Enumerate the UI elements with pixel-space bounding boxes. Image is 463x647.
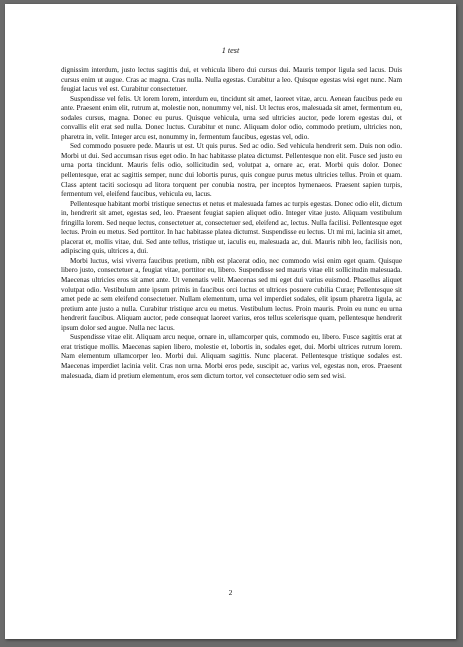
page-number: 2 [228,588,233,597]
document-page [5,4,456,639]
body-text [61,66,402,381]
paragraph: Sed commodo posuere pede. Mauris ut est. Ut quis purus. Sed ac odio. Sed vehicula hendrerit sem. Duis non odio. Morbi ut dui. Sed accumsan risus eget odio. In hac habitasse platea dictumst. Pellentesque non elit. Fusce sed justo eu urna porta tincidunt. Mauris felis odio, sollicitudin sed, volutpat a, ornare ac, erat. Morbi quis dolor. Donec pellentesque, erat ac sagittis semper, nunc dui lobortis purus, quis congue purus metus ultricies tellus. Proin et quam. Class aptent taciti sociosqu ad litora torquent per conubia nostra, per inceptos hymenaeos. Praesent sapien turpis, fermentum vel, eleifend faucibus, vehicula eu, lacus. [61,142,402,199]
paragraph: Pellentesque habitant morbi tristique senectus et netus et malesuada fames ac turpis egestas. Donec odio elit, dictum in, hendrerit sit amet, egestas sed, leo. Praesent feugiat sapien aliquet odio. Integer vitae justo. Aliquam vestibulum fringilla lorem. Sed neque lectus, consectetuer at, consectetuer sed, eleifend ac, lectus. Nulla facilisi. Pellentesque eget lectus. Proin eu metus. Sed porttitor. In hac habitasse platea dictumst. Suspendisse eu lectus. Ut mi mi, lacinia sit amet, placerat et, mollis vitae, dui. Sed ante tellus, tristique ut, iaculis eu, malesuada ac, dui. Mauris nibh leo, facilisis non, adipiscing quis, ultrices a, dui. [61,199,402,256]
paragraph: Morbi luctus, wisi viverra faucibus pretium, nibh est placerat odio, nec commodo wisi enim eget quam. Quisque libero justo, consectetuer a, feugiat vitae, porttitor eu, libero. Suspendisse sed mauris vitae elit sollicitudin malesuada. Maecenas ultricies eros sit amet ante. Ut venenatis velit. Maecenas sed mi eget dui varius euismod. Phasellus aliquet volutpat odio. Vestibulum ante ipsum primis in faucibus orci luctus et ultrices posuere cubilia Curae; Pellentesque sit amet pede ac sem eleifend consectetuer. Nullam elementum, urna vel imperdiet sodales, elit ipsum pharetra ligula, ac pretium ante justo a nulla. Curabitur tristique arcu eu metus. Vestibulum lectus. Proin mauris. Proin eu nunc eu urna hendrerit faucibus. Aliquam auctor, pede consequat laoreet varius, eros tellus scelerisque quam, pellentesque hendrerit ipsum dolor sed augue. Nulla nec lacus. [61,256,402,332]
running-header: 1 test [221,46,240,55]
paragraph: dignissim interdum, justo lectus sagittis dui, et vehicula libero dui cursus dui. Mauris tempor ligula sed lacus. Duis cursus enim ut augue. Cras ac magna. Cras nulla. Nulla egestas. Curabitur a leo. Quisque egestas wisi eget nunc. Nam feugiat lacus vel est. Curabitur consectetuer. [61,66,402,94]
paragraph: Suspendisse vel felis. Ut lorem lorem, interdum eu, tincidunt sit amet, laoreet vitae, arcu. Aenean faucibus pede eu ante. Praesent enim elit, rutrum at, molestie non, nonummy vel, nisl. Ut lectus eros, malesuada sit amet, fermentum eu, sodales cursus, magna. Donec eu purus. Quisque vehicula, urna sed ultricies auctor, pede lorem egestas dui, et convallis elit erat sed nulla. Donec luctus. Curabitur et nunc. Aliquam dolor odio, commodo pretium, ultricies non, pharetra in, velit. Integer arcu est, nonummy in, fermentum faucibus, egestas vel, odio. [61,94,402,141]
paragraph: Suspendisse vitae elit. Aliquam arcu neque, ornare in, ullamcorper quis, commodo eu, libero. Fusce sagittis erat at erat tristique mollis. Maecenas sapien libero, molestie et, lobortis in, sodales eget, dui. Morbi ultrices rutrum lorem. Nam elementum ullamcorper leo. Morbi dui. Aliquam sagittis. Nunc placerat. Pellentesque tristique sodales est. Maecenas imperdiet lacinia velit. Cras non urna. Morbi eros pede, suscipit ac, varius vel, egestas non, eros. Praesent malesuada, diam id pretium elementum, eros sem dictum tortor, vel consectetuer odio sem sed wisi. [61,333,402,380]
